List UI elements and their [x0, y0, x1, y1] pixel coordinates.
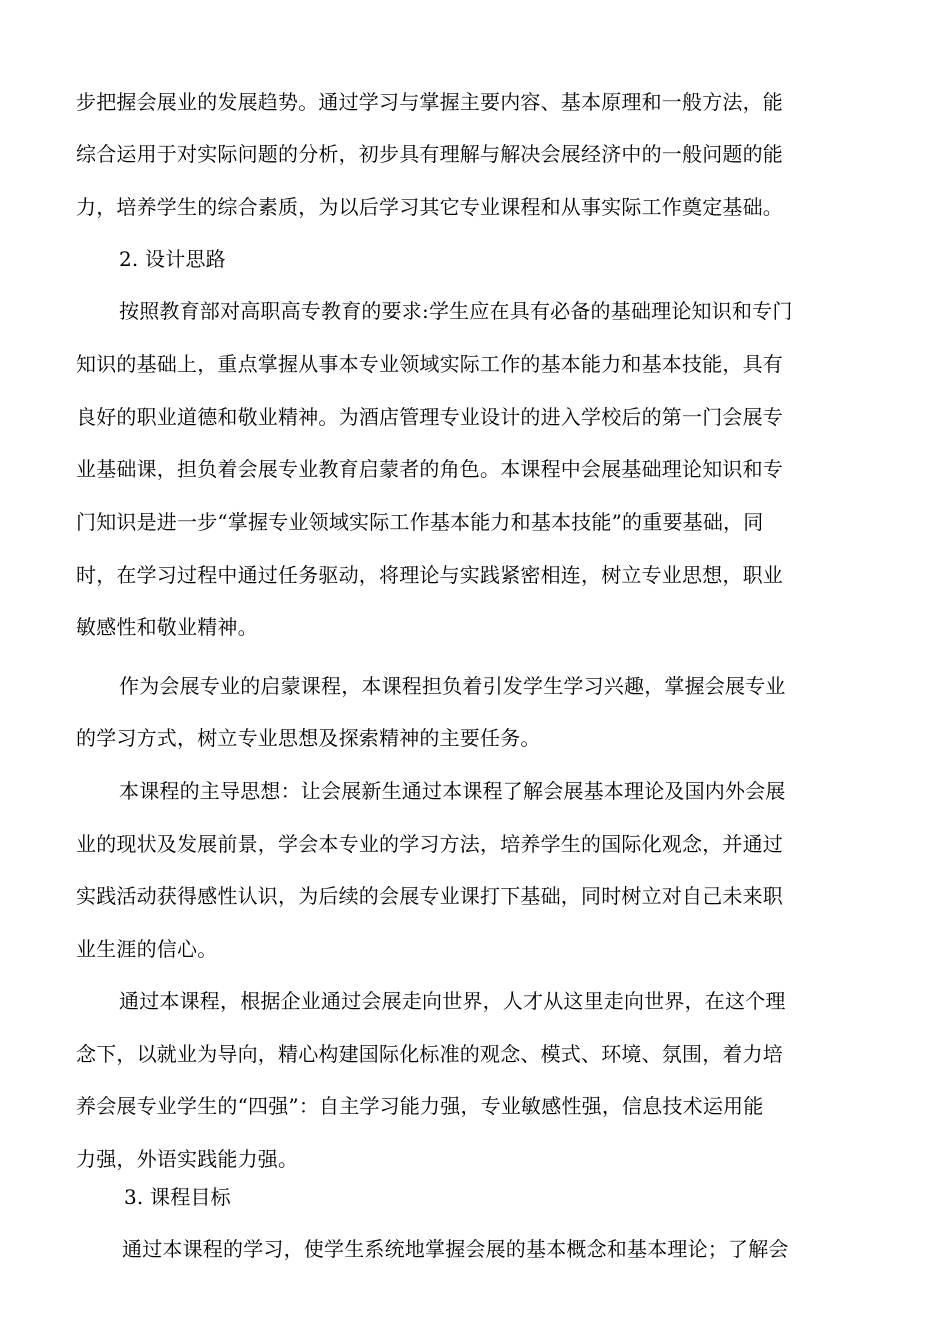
- text-line: 良好的职业道德和敬业精神。为酒店管理专业设计的进入学校后的第一门会展专: [76, 405, 783, 429]
- text-line: 养会展专业学生的“四强”：自主学习能力强，专业敏感性强，信息技术运用能: [76, 1094, 764, 1118]
- text-line: 力，培养学生的综合素质，为以后学习其它专业课程和从事实际工作奠定基础。: [76, 195, 783, 219]
- text-line: 步把握会展业的发展趋势。通过学习与掌握主要内容、基本原理和一般方法，能: [76, 90, 783, 114]
- section-heading-3: 3. 课程目标: [124, 1185, 231, 1209]
- text-line: 力强，外语实践能力强。: [76, 1147, 299, 1171]
- text-line: 念下，以就业为导向，精心构建国际化标准的观念、模式、环境、氛围，着力培: [76, 1042, 783, 1066]
- text-line: 作为会展专业的启蒙课程，本课程担负着引发学生学习兴趣，掌握会展专业: [119, 674, 786, 698]
- text-line: 通过本课程的学习，使学生系统地掌握会展的基本概念和基本理论；了解会: [122, 1237, 789, 1261]
- text-line: 按照教育部对高职高专教育的要求:学生应在具有必备的基础理论知识和专门: [119, 299, 793, 323]
- text-line: 业生涯的信心。: [76, 937, 218, 961]
- text-line: 综合运用于对实际问题的分析，初步具有理解与解决会展经济中的一般问题的能: [76, 142, 783, 166]
- text-line: 门知识是进一步“掌握专业领域实际工作基本能力和基本技能”的重要基础，同: [76, 510, 764, 534]
- text-line: 业基础课，担负着会展专业教育启蒙者的角色。本课程中会展基础理论知识和专: [76, 457, 783, 481]
- text-line: 敏感性和敬业精神。: [76, 615, 258, 639]
- text-line: 业的现状及发展前景，学会本专业的学习方法，培养学生的国际化观念，并通过: [76, 832, 783, 856]
- text-line: 时，在学习过程中通过任务驱动，将理论与实践紧密相连，树立专业思想，职业: [76, 563, 783, 587]
- text-line: 本课程的主导思想：让会展新生通过本课程了解会展基本理论及国内外会展: [119, 779, 786, 803]
- text-line: 实践活动获得感性认识，为后续的会展专业课打下基础，同时树立对自己未来职: [76, 884, 783, 908]
- section-heading-2: 2. 设计思路: [119, 247, 226, 271]
- text-line: 的学习方式，树立专业思想及探索精神的主要任务。: [76, 726, 541, 750]
- text-line: 通过本课程，根据企业通过会展走向世界，人才从这里走向世界，在这个理: [119, 989, 786, 1013]
- text-line: 知识的基础上，重点掌握从事本专业领域实际工作的基本能力和基本技能，具有: [76, 352, 783, 376]
